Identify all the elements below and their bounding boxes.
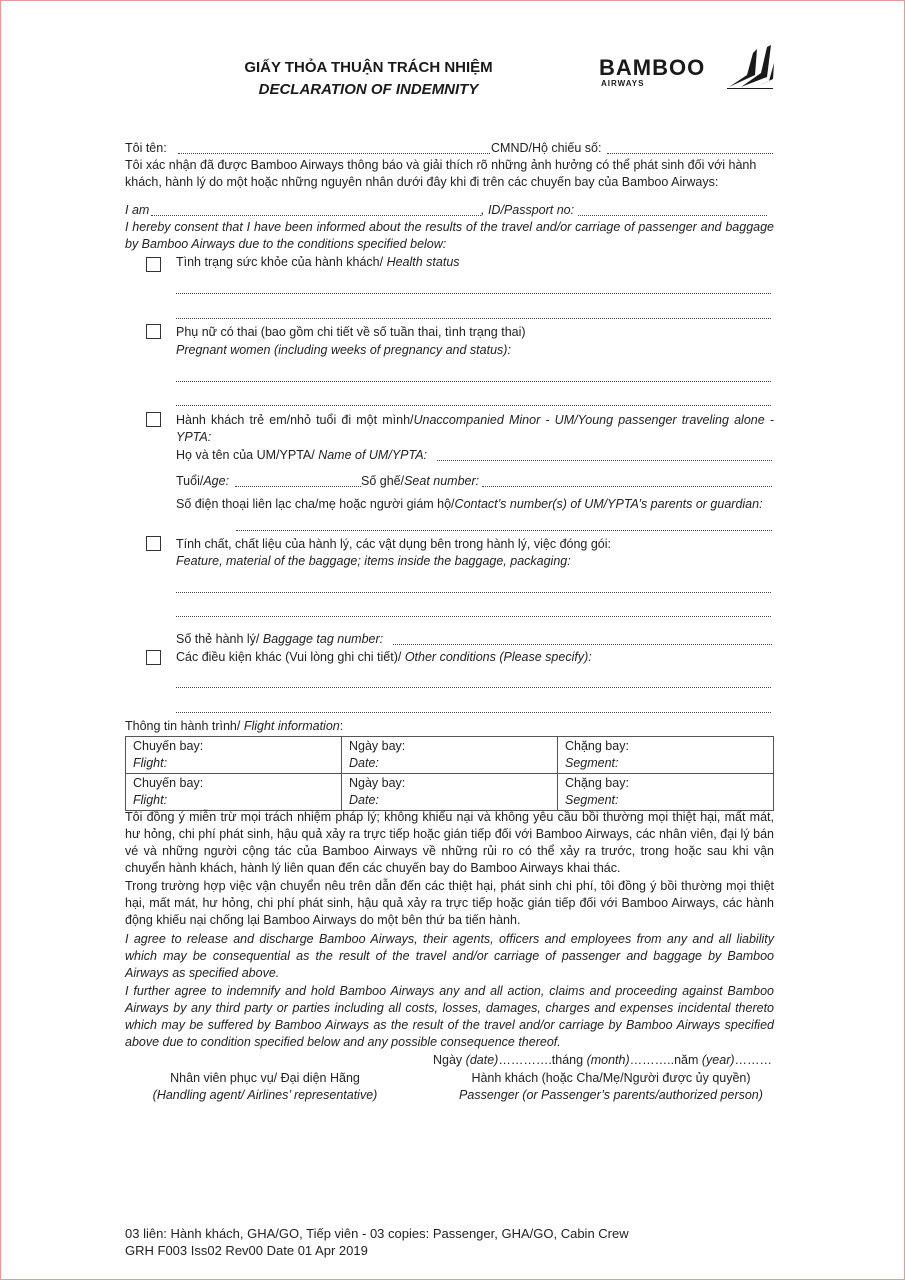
passenger-signature-label — [441, 1070, 781, 1104]
other-conditions-vi: Các điều kiện khác (Vui lòng ghi chi tiết)/ — [176, 650, 405, 664]
confirm-vi-2: khách, hành lý do một hoặc những nguyên nhân dưới đây khi đi trên các chuyến bay của Bamboo Airways: — [125, 175, 719, 189]
minor-label-en: Unaccompanied Minor - UM/Young passenger traveling alone - YPTA: — [176, 413, 774, 444]
health-line-1[interactable] — [176, 293, 771, 294]
seat-label — [361, 473, 479, 490]
flight-info-vi: Thông tin hành trình/ — [125, 719, 244, 733]
footer-copies: 03 liên: Hành khách, GHA/GO, Tiếp viên - 03 copies: Passenger, GHA/GO, Cabin Crew — [125, 1226, 629, 1241]
baggage-tag-field[interactable] — [393, 644, 772, 645]
minor-name-field[interactable] — [437, 460, 772, 461]
name-label-vi: Tôi tên: — [125, 141, 167, 155]
agent-signature-label — [125, 1070, 405, 1104]
other-conditions-checkbox[interactable] — [146, 650, 161, 665]
table-row — [126, 774, 774, 811]
bamboo-leaf-icon — [727, 45, 775, 89]
other-line-1[interactable] — [176, 687, 771, 688]
date-label-vi: Ngày bay: — [349, 739, 406, 753]
date-thang: tháng — [551, 1053, 587, 1067]
flight-info-label — [125, 718, 343, 735]
baggage-line-2[interactable] — [176, 616, 771, 617]
id-field-en[interactable] — [578, 215, 767, 216]
baggage-tag-label — [176, 631, 383, 648]
flight-label-en: Flight: — [133, 793, 168, 807]
pregnant-line-1[interactable] — [176, 381, 771, 382]
pregnant-label-en: Pregnant women (including weeks of pregnancy and status): — [176, 343, 511, 357]
flight-label-vi: Chuyến bay: — [133, 739, 204, 753]
flight-info-en: Flight information — [243, 719, 340, 733]
agreement-vi-2: Trong trường hợp việc vận chuyển nêu trên dẫn đến các thiệt hại, phát sinh chi phí, tôi đồng ý bồi thường mọi thiệt hại, mất mát, hư hỏng, chi phí phát sinh, hậu quả xảy ra trực tiếp hoặc gián tiếp đối với Bamboo Airways, các hành động khiếu nại chống lại Bamboo Airways do một bên thứ ba tiến hành. — [125, 879, 774, 927]
pregnant-label-vi: Phụ nữ có thai (bao gồm chi tiết về số tuần thai, tình trạng thai) — [176, 325, 526, 339]
other-conditions-label — [176, 649, 592, 666]
date-day-field[interactable]: …………. — [498, 1053, 552, 1067]
agent-label-vi: Nhân viên phục vụ/ Đại diện Hãng — [170, 1071, 360, 1085]
date-label-en: Date: — [349, 756, 379, 770]
segment-label-vi: Chặng bay: — [565, 776, 629, 790]
baggage-label-en: Feature, material of the baggage; items inside the baggage, packaging: — [176, 554, 571, 568]
footer-form-code: GRH F003 Iss02 Rev00 Date 01 Apr 2019 — [125, 1243, 368, 1258]
contact-label-vi: Số điện thoại liên lạc cha/mẹ hoặc người giám hộ/ — [176, 497, 455, 511]
contact-label-en: Contact’s number(s) of UM/YPTA’s parents or guardian: — [454, 497, 763, 511]
baggage-checkbox[interactable] — [146, 536, 161, 551]
health-status-vi: Tình trạng sức khỏe của hành khách/ — [176, 255, 387, 269]
date-line — [433, 1052, 772, 1069]
segment-label-en: Segment: — [565, 756, 619, 770]
other-conditions-en: Other conditions (Please specify): — [404, 650, 592, 664]
segment-cell[interactable] — [558, 774, 774, 811]
date-year-field[interactable]: ……… — [734, 1053, 773, 1067]
title-en: DECLARATION OF INDEMNITY — [258, 81, 479, 98]
date-cell[interactable] — [342, 774, 558, 811]
segment-label-en: Segment: — [565, 793, 619, 807]
seat-field[interactable] — [482, 486, 772, 487]
baggage-line-1[interactable] — [176, 592, 771, 593]
confirm-vi-1: Tôi xác nhận đã được Bamboo Airways thông báo và giải thích rõ những ảnh hưởng có thể phát sinh đối với hành — [125, 158, 757, 172]
bamboo-airways-logo — [599, 45, 777, 91]
logo-wordmark: BAMBOO — [599, 55, 706, 80]
age-label-en: Age: — [203, 474, 230, 488]
health-line-2[interactable] — [176, 318, 771, 319]
name-field-vi[interactable] — [178, 153, 490, 154]
age-field[interactable] — [235, 486, 361, 487]
id-field-vi[interactable] — [607, 153, 773, 154]
seat-label-vi: Số ghế/ — [361, 474, 405, 488]
minor-checkbox[interactable] — [146, 412, 161, 427]
age-label-vi: Tuổi/ — [176, 474, 204, 488]
flight-info-table — [125, 736, 774, 811]
baggage-tag-en: Baggage tag number: — [262, 632, 384, 646]
date-month-field[interactable]: ……….. — [629, 1053, 675, 1067]
segment-label-vi: Chặng bay: — [565, 739, 629, 753]
consent-en: I hereby consent that I have been informed about the results of the travel and/or carriage of passenger and baggage by Bamboo Airways due to the conditions specified below: — [125, 220, 774, 251]
agreement-vi-1: Tôi đồng ý miễn trừ mọi trách nhiệm pháp lý; không khiếu nại và không yêu cầu bồi thường mọi thiệt hại, mất mát, hư hỏng, chi phí phát sinh, hậu quả xảy ra trực tiếp hoặc gián tiếp đối với Bamboo Airways, các nhân viên, đại lý bán vé và những người cộng tác của Bamboo Airways về những rủi ro có thể xảy ra trước, trong hoặc sau khi vận chuyển hành khách, hành lý liên quan đến các chuyến bay do Bamboo Airways khai thác. — [125, 810, 774, 875]
health-status-checkbox[interactable] — [146, 257, 161, 272]
date-date: (date) — [465, 1053, 499, 1067]
pregnant-checkbox[interactable] — [146, 324, 161, 339]
minor-name-vi: Họ và tên của UM/YPTA/ — [176, 448, 319, 462]
id-label-vi: CMND/Hộ chiếu số: — [491, 141, 602, 155]
form-title — [181, 57, 556, 101]
seat-label-en: Seat number: — [404, 474, 480, 488]
date-ngay: Ngày — [433, 1053, 466, 1067]
contact-label — [176, 491, 774, 517]
flight-cell[interactable] — [126, 737, 342, 774]
date-label-en: Date: — [349, 793, 379, 807]
name-field-en[interactable] — [151, 215, 481, 216]
date-year: (year) — [701, 1053, 735, 1067]
minor-label-vi: Hành khách trẻ em/nhỏ tuổi đi một mình/ — [176, 413, 414, 427]
contact-field[interactable] — [236, 530, 772, 531]
agreement-en-1: I agree to release and discharge Bamboo Airways, their agents, officers and employees from any and all liability which may be consequential as the result of the travel and/or carriage of passenger and baggage by Bamboo Airways as specified above. — [125, 932, 774, 980]
minor-name-label — [176, 447, 427, 464]
passenger-label-vi: Hành khách (hoặc Cha/Mẹ/Người được ủy quyền) — [471, 1071, 751, 1085]
segment-cell[interactable] — [558, 737, 774, 774]
logo-subtext: AIRWAYS — [601, 79, 645, 88]
health-status-en: Health status — [386, 255, 460, 269]
flight-cell[interactable] — [126, 774, 342, 811]
passenger-label-en: Passenger (or Passenger’s parents/authorized person) — [459, 1088, 763, 1102]
table-row — [126, 737, 774, 774]
date-label-vi: Ngày bay: — [349, 776, 406, 790]
date-nam: năm — [674, 1053, 702, 1067]
agreement-en-2: I further agree to indemnify and hold Bamboo Airways any and all action, claims and proceeding against Bamboo Airways by any third party or parties including all costs, losses, damages, charges and expenses incidental thereto which may be suffered by Bamboo Airways as the result of the travel and/or carriage by Bamboo Airways specified above due to condition specified below and any possible consequence thereof. — [125, 984, 774, 1049]
pregnant-line-2[interactable] — [176, 405, 771, 406]
age-label — [176, 473, 229, 490]
flight-info-colon: : — [339, 719, 344, 733]
id-label-en: , ID/Passport no: — [481, 203, 575, 217]
minor-name-en: Name of UM/YPTA: — [318, 448, 428, 462]
agent-label-en: (Handling agent/ Airlines’ representative) — [152, 1088, 378, 1102]
date-month: (month) — [586, 1053, 630, 1067]
baggage-label-vi: Tính chất, chất liệu của hành lý, các vật dụng bên trong hành lý, việc đóng gói: — [176, 537, 612, 551]
health-status-label — [176, 254, 460, 271]
baggage-tag-vi: Số thẻ hành lý/ — [176, 632, 263, 646]
flight-label-vi: Chuyến bay: — [133, 776, 204, 790]
minor-label — [176, 412, 774, 446]
title-vi: GIẤY THỎA THUẬN TRÁCH NHIỆM — [244, 59, 493, 76]
date-cell[interactable] — [342, 737, 558, 774]
other-line-2[interactable] — [176, 712, 771, 713]
name-id-line-vi — [125, 140, 167, 157]
flight-label-en: Flight: — [133, 756, 168, 770]
name-label-en: I am — [125, 203, 150, 217]
